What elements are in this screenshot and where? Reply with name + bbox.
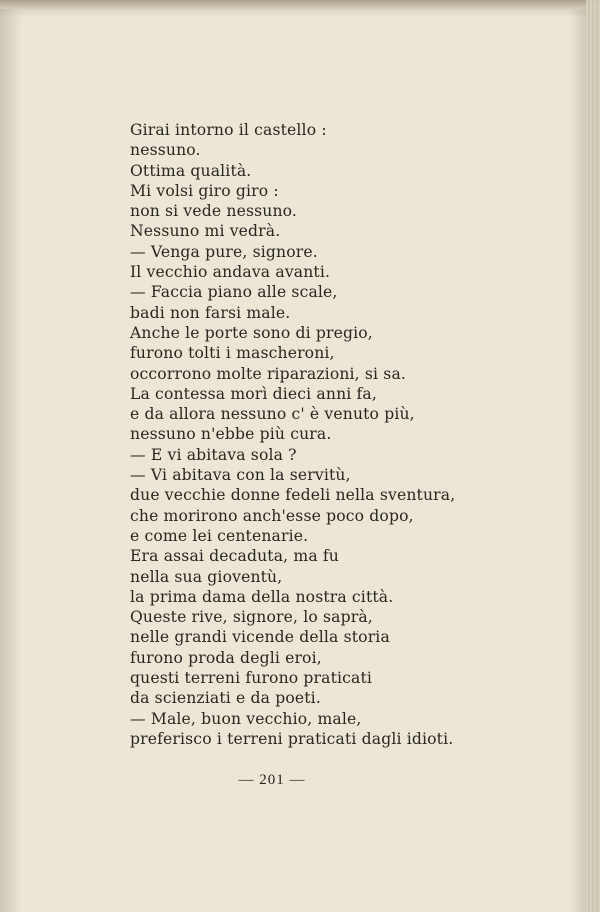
poem-line: e da allora nessuno c' è venuto più, [130, 405, 415, 424]
poem-line: furono tolti i mascheroni, [130, 344, 335, 363]
poem-line: — Male, buon vecchio, male, [130, 709, 362, 728]
poem-line: — Faccia piano alle scale, [130, 283, 338, 302]
poem-line: da scienziati e da poeti. [130, 689, 321, 708]
poem-line: nella sua gioventù, [130, 567, 283, 586]
poem-text [130, 120, 570, 749]
poem-line: Queste rive, signore, lo saprà, [130, 608, 373, 627]
poem-line: nessuno. [130, 141, 201, 160]
poem-line: Mi volsi giro giro : [130, 181, 279, 200]
poem-line: badi non farsi male. [130, 303, 291, 322]
poem-line: — E vi abitava sola ? [130, 445, 297, 464]
poem-line: Ottima qualità. [130, 161, 252, 180]
poem-line: che morirono anch'esse poco dopo, [130, 506, 414, 525]
poem-line: nelle grandi vicende della storia [130, 628, 390, 647]
poem-line: preferisco i terreni praticati dagli idioti. [130, 729, 454, 748]
page-stack-edge [586, 0, 600, 912]
poem-line: e come lei centenarie. [130, 526, 309, 545]
poem-line: Anche le porte sono di pregio, [130, 323, 373, 342]
page-top-edge [0, 0, 600, 9]
poem-line: Girai intorno il castello : [130, 121, 327, 139]
poem-line: — Vi abitava con la servitù, [130, 466, 351, 485]
poem-line: nessuno n'ebbe più cura. [130, 425, 332, 444]
poem-line: non si vede nessuno. [130, 202, 298, 221]
poem-line: questi terreni furono praticati [130, 669, 373, 688]
poem-line: La contessa morì dieci anni fa, [130, 384, 377, 403]
poem-line: la prima dama della nostra città. [130, 587, 394, 606]
poem-line: occorrono molte riparazioni, si sa. [130, 364, 407, 383]
poem-line: Nessuno mi vedrà. [130, 222, 281, 241]
poem-line: Era assai decaduta, ma fu [130, 547, 339, 566]
poem-line: Il vecchio andava avanti. [130, 263, 331, 282]
poem-line: due vecchie donne fedeli nella sventura, [130, 486, 456, 505]
poem-line: — Venga pure, signore. [130, 242, 318, 261]
page-number: — 201 — [238, 772, 306, 788]
poem-line: furono proda degli eroi, [130, 648, 322, 667]
